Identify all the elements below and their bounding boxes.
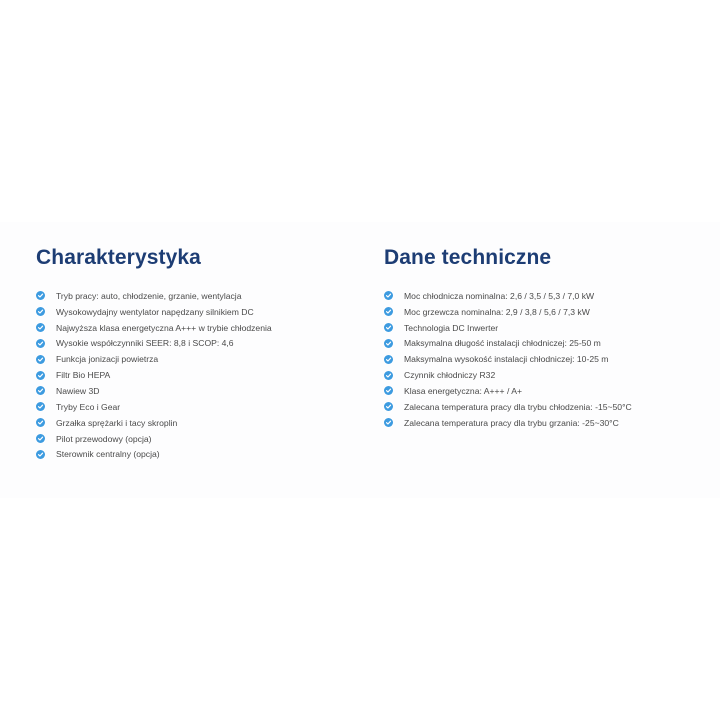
list-item-text: Moc grzewcza nominalna: 2,9 / 3,8 / 5,6 / 7,3 kW [404, 306, 590, 317]
check-circle-icon [384, 355, 393, 364]
check-circle-icon [36, 307, 45, 316]
list-item [384, 415, 632, 431]
list-item-text: Maksymalna długość instalacji chłodniczej: 25-50 m [404, 338, 601, 349]
check-circle-icon [384, 291, 393, 300]
check-circle-icon [36, 434, 45, 443]
list-item-text: Pilot przewodowy (opcja) [56, 433, 152, 444]
list-item-text: Sterownik centralny (opcja) [56, 449, 160, 460]
check-circle-icon [36, 418, 45, 427]
check-circle-icon [36, 371, 45, 380]
list-item-text: Technologia DC Inwerter [404, 322, 499, 333]
list-item-text: Klasa energetyczna: A+++ / A+ [404, 385, 523, 396]
list-item-text: Tryb pracy: auto, chłodzenie, grzanie, wentylacja [56, 290, 242, 301]
check-circle-icon [384, 386, 393, 395]
list-item-text: Zalecana temperatura pracy dla trybu chłodzenia: -15~50°C [404, 401, 632, 412]
list-item-text: Wysokowydajny wentylator napędzany silnikiem DC [56, 306, 254, 317]
list-item [36, 446, 272, 462]
check-circle-icon [384, 339, 393, 348]
list-item-text: Funkcja jonizacji powietrza [56, 354, 159, 365]
check-circle-icon [36, 402, 45, 411]
list-item-text: Grzałka sprężarki i tacy skroplin [56, 417, 178, 428]
check-circle-icon [384, 307, 393, 316]
list-item [36, 288, 272, 304]
specs-section [384, 244, 704, 428]
check-circle-icon [36, 355, 45, 364]
check-circle-icon [36, 339, 45, 348]
list-item [36, 351, 272, 367]
check-circle-icon [384, 323, 393, 332]
specs-heading: Dane techniczne [384, 246, 552, 269]
list-item-text: Maksymalna wysokość instalacji chłodniczej: 10-25 m [404, 354, 609, 365]
list-item [36, 431, 272, 447]
list-item-text: Moc chłodnicza nominalna: 2,6 / 3,5 / 5,3 / 7,0 kW [404, 290, 595, 301]
list-item-text: Zalecana temperatura pracy dla trybu grzania: -25~30°C [404, 417, 619, 428]
list-item [36, 367, 272, 383]
list-item-text: Tryby Eco i Gear [56, 401, 121, 412]
list-item [36, 383, 272, 399]
list-item-text: Wysokie współczynniki SEER: 8,8 i SCOP: 4,6 [56, 338, 234, 349]
list-item [36, 304, 272, 320]
list-item [36, 336, 272, 352]
list-item [384, 383, 632, 399]
list-item-text: Najwyższa klasa energetyczna A+++ w trybie chłodzenia [56, 322, 272, 333]
list-item [384, 351, 632, 367]
check-circle-icon [384, 371, 393, 380]
list-item [36, 415, 272, 431]
list-item [384, 288, 632, 304]
list-item-text: Nawiew 3D [56, 385, 100, 396]
list-item [384, 336, 632, 352]
features-heading: Charakterystyka [36, 246, 201, 269]
list-item [384, 367, 632, 383]
check-circle-icon [36, 291, 45, 300]
check-circle-icon [384, 402, 393, 411]
features-list [36, 288, 272, 462]
list-item [384, 320, 632, 336]
check-circle-icon [36, 323, 45, 332]
specs-list [384, 288, 632, 431]
list-item [384, 399, 632, 415]
list-item-text: Filtr Bio HEPA [56, 370, 111, 381]
list-item-text: Czynnik chłodniczy R32 [404, 370, 496, 381]
features-section [36, 244, 356, 460]
check-circle-icon [36, 450, 45, 459]
check-circle-icon [384, 418, 393, 427]
list-item [36, 399, 272, 415]
list-item [384, 304, 632, 320]
list-item [36, 320, 272, 336]
check-circle-icon [36, 386, 45, 395]
